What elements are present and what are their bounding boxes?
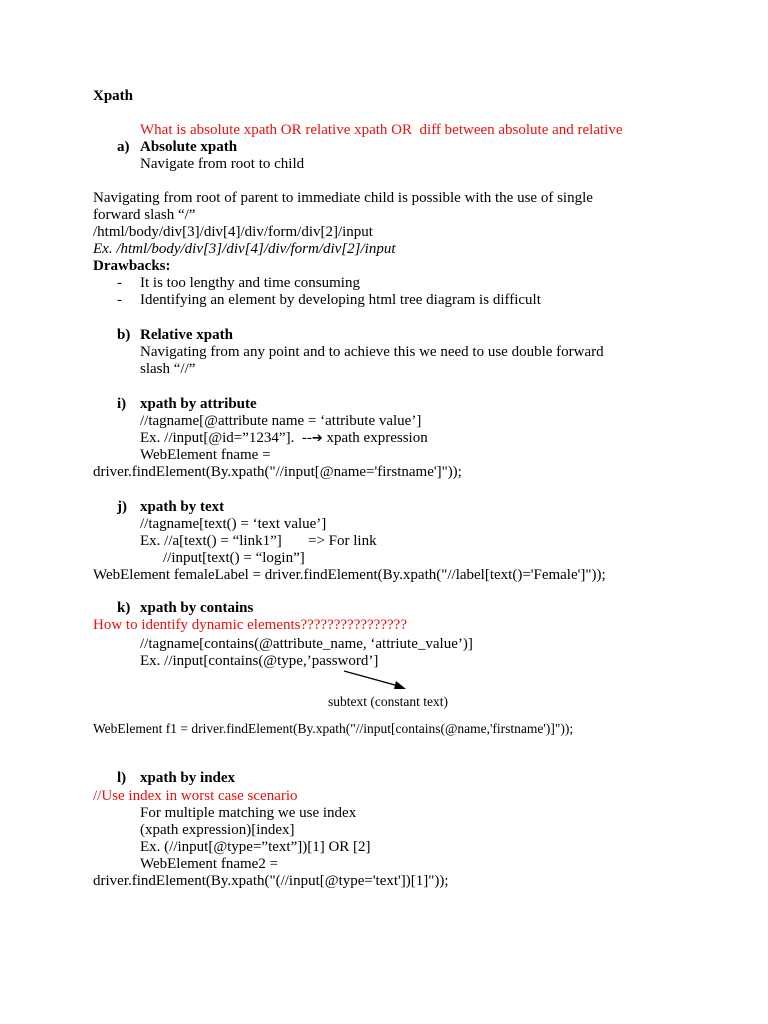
index-line1: For multiple matching we use index: [140, 805, 357, 821]
text-heading: xpath by text: [140, 499, 225, 515]
index-code-line2: driver.findElement(By.xpath("(//input[@type='text'])[1]"));: [93, 873, 449, 889]
absolute-para-line1: Navigating from root of parent to immediate child is possible with the use of single: [93, 190, 593, 206]
list-marker-a: a): [117, 139, 130, 155]
absolute-heading: Absolute xpath: [140, 139, 238, 155]
attribute-heading: xpath by attribute: [140, 396, 257, 412]
contains-code: WebElement f1 = driver.findElement(By.xpath("//input[contains(@name,'firstname')]"));: [93, 721, 574, 736]
list-marker-k: k): [117, 600, 131, 616]
contains-syntax: //tagname[contains(@attribute_name, ‘attriute_value’)]: [140, 636, 473, 652]
annotation-arrow-icon: [340, 668, 412, 694]
drawback-item: Identifying an element by developing html tree diagram is difficult: [140, 292, 541, 308]
attribute-example-tail: xpath expression: [322, 430, 428, 446]
text-syntax: //tagname[text() = ‘text value’]: [140, 516, 327, 532]
contains-question: How to identify dynamic elements????????????????: [93, 617, 407, 633]
list-marker-i: i): [117, 396, 127, 412]
contains-example: Ex. //input[contains(@type,’password’]: [140, 653, 379, 669]
index-line2: (xpath expression)[index]: [140, 822, 295, 838]
contains-annotation: subtext (constant text): [328, 694, 448, 709]
list-marker-j: j): [117, 499, 127, 515]
doc-title: Xpath: [93, 88, 134, 104]
list-marker-b: b): [117, 327, 131, 343]
attribute-syntax: //tagname[@attribute name = ‘attribute value’]: [140, 413, 422, 429]
bullet-dash: -: [117, 275, 122, 291]
index-example: Ex. (//input[@type=”text”])[1] OR [2]: [140, 839, 371, 855]
relative-desc-line1: Navigating from any point and to achieve this we need to use double forward: [140, 344, 604, 360]
bullet-dash: -: [117, 292, 122, 308]
attribute-example-text: Ex. //input[@id=”1234”]. --: [140, 430, 312, 446]
drawbacks-heading: Drawbacks:: [93, 258, 171, 274]
index-comment: //Use index in worst case scenario: [93, 788, 298, 804]
absolute-para-line2: forward slash “/”: [93, 207, 196, 223]
absolute-desc: Navigate from root to child: [140, 156, 305, 172]
text-example-line2: //input[text() = “login”]: [163, 550, 305, 566]
relative-desc-line2: slash “//”: [140, 361, 196, 377]
relative-heading: Relative xpath: [140, 327, 233, 343]
attribute-code-line2: driver.findElement(By.xpath("//input[@name='firstname']"));: [93, 464, 462, 480]
index-code-line1: WebElement fname2 =: [140, 856, 279, 872]
text-code: WebElement femaleLabel = driver.findElement(By.xpath("//label[text()='Female']"));: [93, 567, 606, 583]
attribute-code-line1: WebElement fname =: [140, 447, 271, 463]
contains-heading: xpath by contains: [140, 600, 254, 616]
question-text: What is absolute xpath OR relative xpath OR diff between absolute and relative: [140, 122, 623, 138]
attribute-example: [140, 430, 428, 447]
text-example-line1: Ex. //a[text() = “link1”] => For link: [140, 533, 377, 549]
right-arrow-icon: ➔: [311, 431, 323, 446]
drawback-item: It is too lengthy and time consuming: [140, 275, 360, 291]
list-marker-l: l): [117, 770, 127, 786]
absolute-path: /html/body/div[3]/div[4]/div/form/div[2]/input: [93, 224, 373, 240]
absolute-example: Ex. /html/body/div[3]/div[4]/div/form/div[2]/input: [93, 241, 396, 257]
index-heading: xpath by index: [140, 770, 236, 786]
